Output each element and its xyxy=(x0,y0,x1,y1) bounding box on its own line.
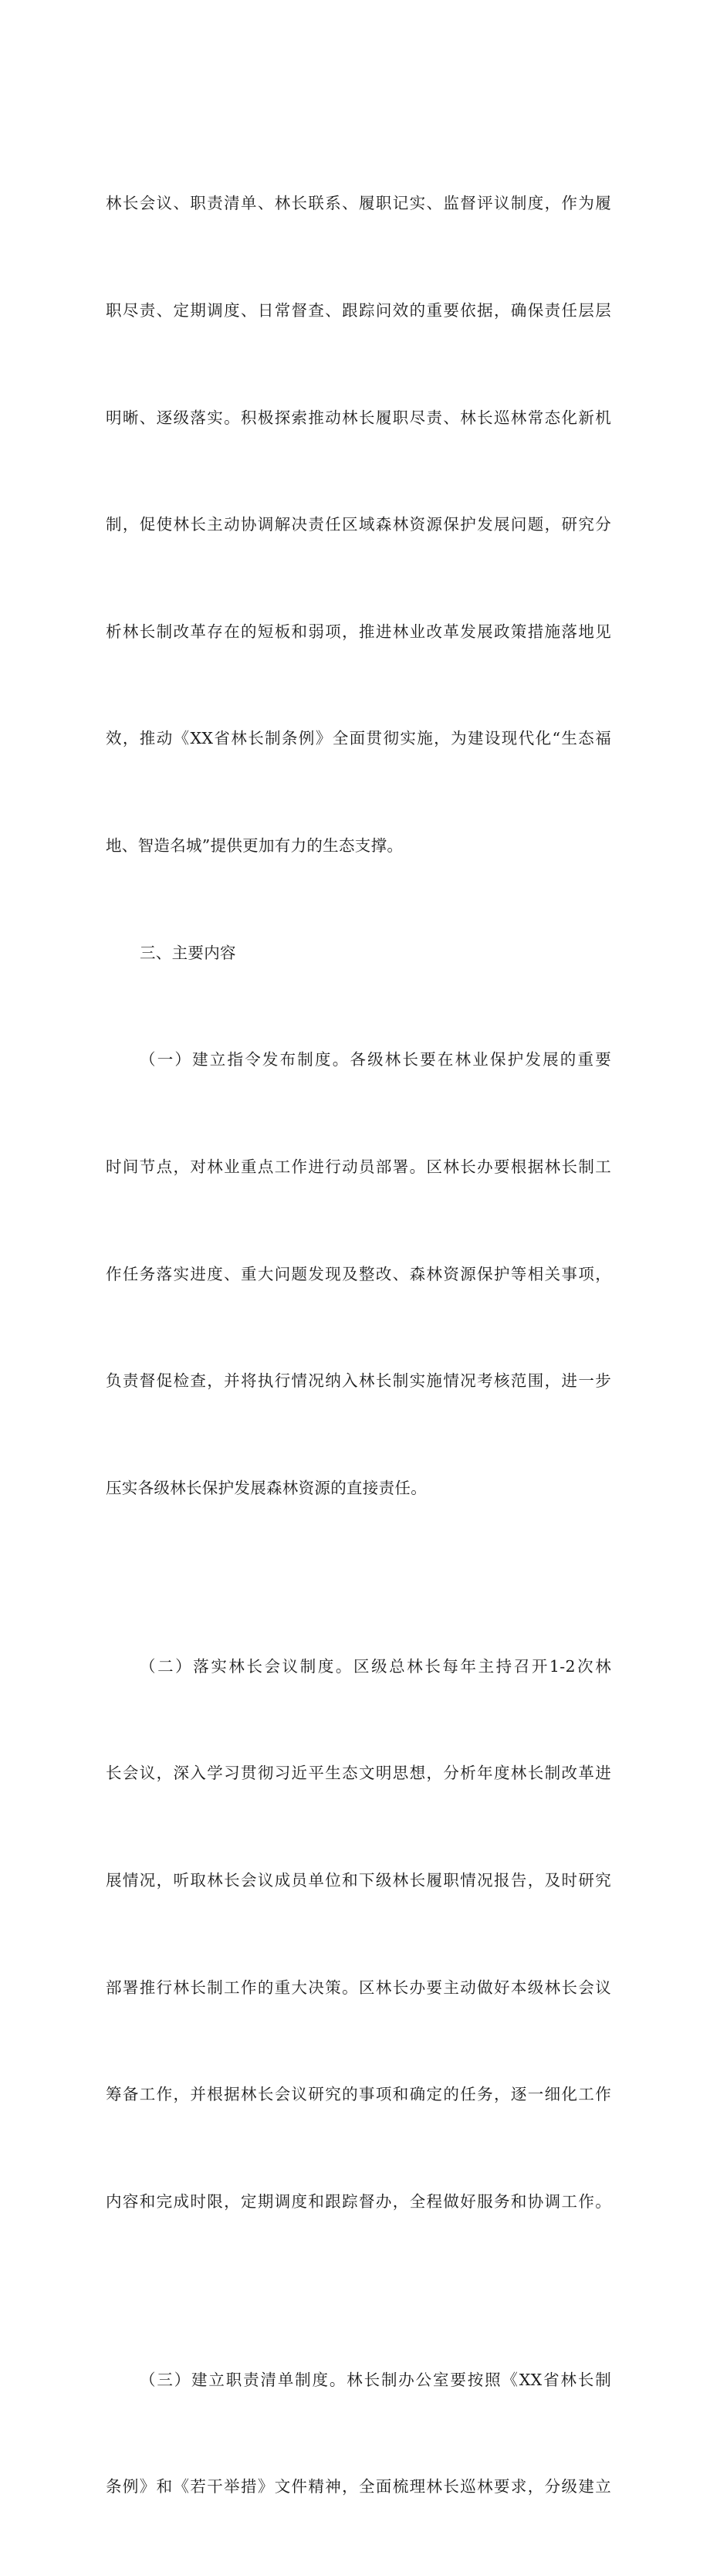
text-line: 制，促使林长主动协调解决责任区域森林资源保护发展问题，研究分 xyxy=(106,515,611,534)
text-line: （一）建立指令发布制度。各级林长要在林业保护发展的重要 xyxy=(140,1050,611,1069)
item-paragraph-2 xyxy=(106,1577,611,2290)
document-body xyxy=(106,114,611,2576)
text-line: 效，推动《XX省林长制条例》全面贯彻实施，为建设现代化“生态福 xyxy=(106,729,611,748)
text-line: 地、智造名城”提供更加有力的生态支撑。 xyxy=(106,836,404,856)
text-line: 职尽责、定期调度、日常督查、跟踪问效的重要依据，确保责任层层 xyxy=(106,301,611,320)
text-line: 筹备工作，并根据林长会议研究的事项和确定的任务，逐一细化工作 xyxy=(106,2085,611,2104)
text-line: （二）落实林长会议制度。区级总林长每年主持召开1-2次林 xyxy=(140,1656,611,1676)
item-paragraph-1 xyxy=(106,971,611,1577)
text-line: 压实各级林长保护发展森林资源的直接责任。 xyxy=(106,1478,427,1497)
text-line: 展情况，听取林长会议成员单位和下级林长履职情况报告，及时研究 xyxy=(106,1870,611,1890)
section-heading: 三、主要内容 xyxy=(140,943,236,962)
text-line: 长会议，深入学习贯彻习近平生态文明思想，分析年度林长制改革进 xyxy=(106,1764,611,1783)
text-line: （三）建立职责清单制度。林长制办公室要按照《XX省林长制 xyxy=(140,2370,611,2389)
intro-paragraph xyxy=(106,114,611,935)
text-line: 析林长制改革存在的短板和弱项，推进林业改革发展政策措施落地见 xyxy=(106,622,611,641)
text-line: 条例》和《若干举措》文件精神，全面梳理林长巡林要求，分级建立 xyxy=(106,2477,611,2496)
text-line: 作任务落实进度、重大问题发现及整改、森林资源保护等相关事项， xyxy=(106,1264,611,1283)
text-line: 时间节点，对林业重点工作进行动员部署。区林长办要根据林长制工 xyxy=(106,1157,611,1176)
text-line: 负责督促检查，并将执行情况纳入林长制实施情况考核范围，进一步 xyxy=(106,1371,611,1391)
item-paragraph-3 xyxy=(106,2290,611,2576)
text-line: 明晰、逐级落实。积极探索推动林长履职尽责、林长巡林常态化新机 xyxy=(106,408,611,427)
text-line: 林长会议、职责清单、林长联系、履职记实、监督评议制度，作为履 xyxy=(106,194,611,213)
text-line: 内容和完成时限，定期调度和跟踪督办，全程做好服务和协调工作。 xyxy=(106,2191,611,2211)
text-line: 部署推行林长制工作的重大决策。区林长办要主动做好本级林长会议 xyxy=(106,1978,611,1997)
